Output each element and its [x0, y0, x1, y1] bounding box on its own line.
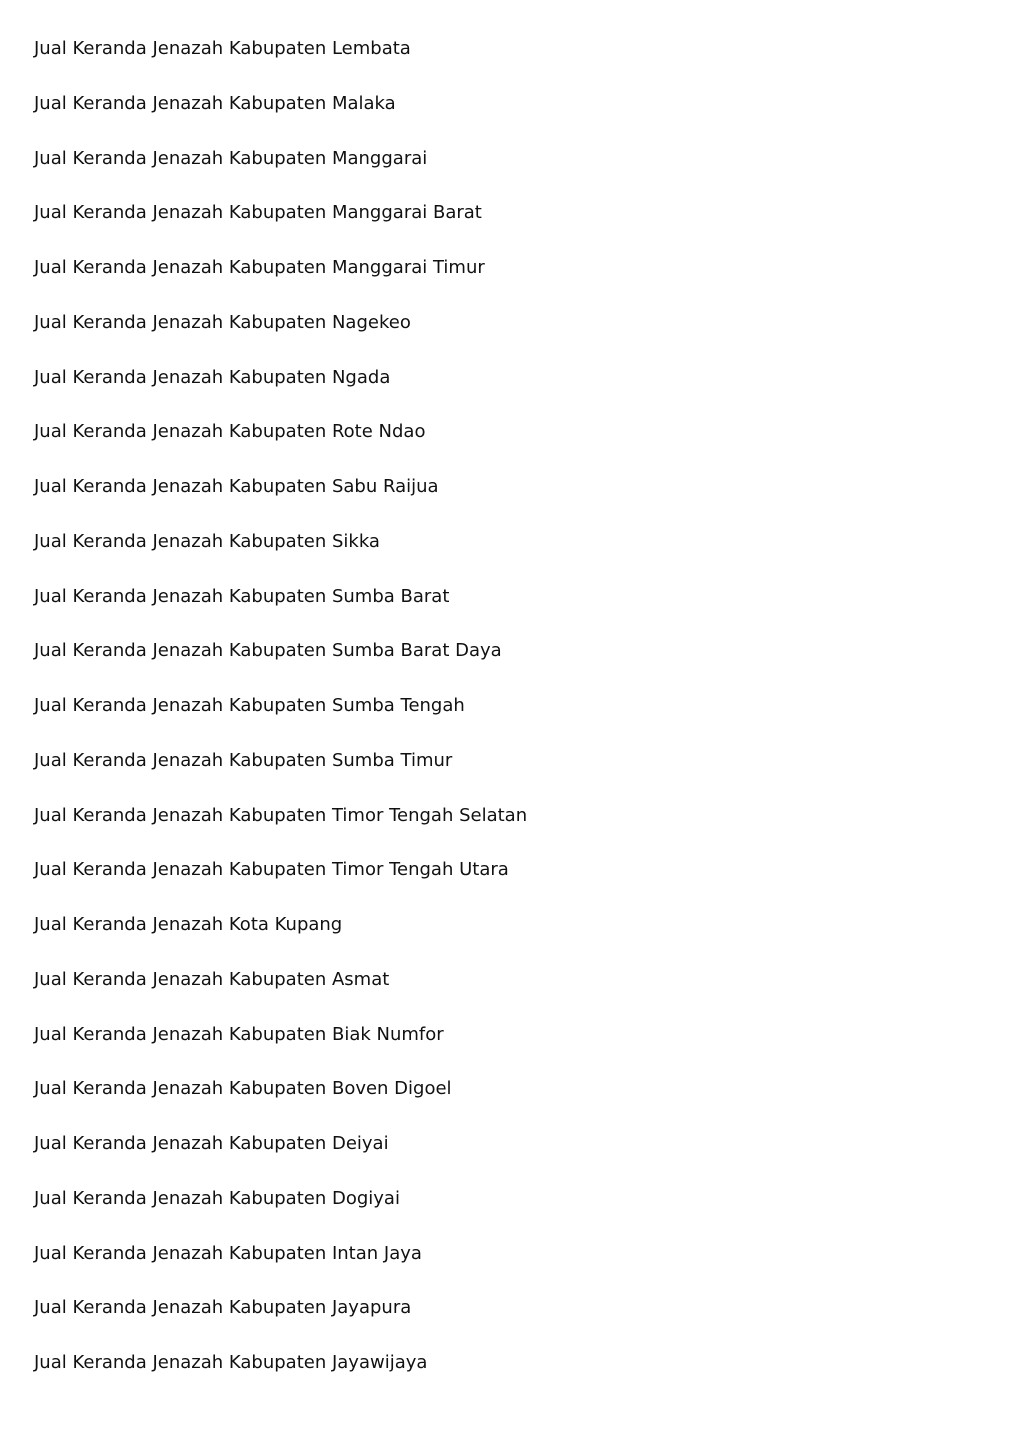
list-item-label[interactable]: Jual Keranda Jenazah Kabupaten Sumba Barat — [34, 585, 450, 607]
list-item[interactable] — [34, 1131, 527, 1186]
list-item-label[interactable]: Jual Keranda Jenazah Kabupaten Manggarai — [34, 147, 428, 169]
list-item-label[interactable]: Jual Keranda Jenazah Kabupaten Sumba Tengah — [34, 695, 465, 716]
list-item[interactable] — [34, 1295, 527, 1350]
list-item[interactable] — [34, 419, 527, 474]
list-item[interactable] — [34, 146, 527, 201]
list-item-label[interactable]: Jual Keranda Jenazah Kabupaten Ngada — [34, 366, 391, 388]
list-item-label[interactable]: Jual Keranda Jenazah Kabupaten Jayapura — [34, 1297, 412, 1319]
list-item-label[interactable]: Jual Keranda Jenazah Kabupaten Nagekeo — [34, 311, 411, 333]
list-item-label[interactable]: Jual Keranda Jenazah Kabupaten Manggarai Timur — [34, 257, 485, 278]
list-item-label[interactable]: Jual Keranda Jenazah Kabupaten Asmat — [34, 968, 390, 990]
list-item-label[interactable]: Jual Keranda Jenazah Kabupaten Jayawijaya — [34, 1352, 428, 1373]
list-item-label[interactable]: Jual Keranda Jenazah Kabupaten Intan Jaya — [34, 1242, 422, 1264]
list-item[interactable] — [34, 912, 527, 967]
list-item[interactable] — [34, 529, 527, 584]
list-item[interactable] — [34, 967, 527, 1022]
list-item-label[interactable]: Jual Keranda Jenazah Kabupaten Rote Ndao — [34, 421, 426, 443]
list-item[interactable] — [34, 584, 527, 639]
list-item[interactable] — [34, 200, 527, 255]
list-item-label[interactable]: Jual Keranda Jenazah Kabupaten Sumba Barat Daya — [34, 640, 502, 662]
list-item[interactable] — [34, 803, 527, 858]
list-item[interactable] — [34, 1186, 527, 1241]
list-item[interactable] — [34, 1350, 527, 1405]
list-item-label[interactable]: Jual Keranda Jenazah Kabupaten Dogiyai — [34, 1187, 400, 1209]
list-item[interactable] — [34, 310, 527, 365]
list-item-label[interactable]: Jual Keranda Jenazah Kabupaten Sumba Timur — [34, 749, 453, 771]
list-item-label[interactable]: Jual Keranda Jenazah Kabupaten Manggarai Barat — [34, 202, 482, 224]
list-item[interactable] — [34, 693, 527, 748]
list-item[interactable] — [34, 36, 527, 91]
list-item-label[interactable]: Jual Keranda Jenazah Kabupaten Sikka — [34, 530, 380, 552]
link-list — [34, 36, 527, 1405]
list-item[interactable] — [34, 1241, 527, 1296]
list-item[interactable] — [34, 365, 527, 420]
list-item[interactable] — [34, 638, 527, 693]
list-item[interactable] — [34, 857, 527, 912]
list-item[interactable] — [34, 1076, 527, 1131]
list-item-label[interactable]: Jual Keranda Jenazah Kabupaten Timor Tengah Selatan — [34, 804, 528, 826]
list-item-label[interactable]: Jual Keranda Jenazah Kabupaten Malaka — [34, 92, 396, 114]
list-item-label[interactable]: Jual Keranda Jenazah Kabupaten Lembata — [34, 38, 411, 59]
list-item[interactable] — [34, 91, 527, 146]
list-item[interactable] — [34, 255, 527, 310]
list-item-label[interactable]: Jual Keranda Jenazah Kabupaten Boven Digoel — [34, 1078, 452, 1100]
list-item[interactable] — [34, 474, 527, 529]
list-item-label[interactable]: Jual Keranda Jenazah Kabupaten Sabu Raijua — [34, 476, 439, 497]
list-item-label[interactable]: Jual Keranda Jenazah Kota Kupang — [34, 914, 343, 935]
list-item[interactable] — [34, 1022, 527, 1077]
list-item-label[interactable]: Jual Keranda Jenazah Kabupaten Biak Numfor — [34, 1023, 444, 1045]
list-item-label[interactable]: Jual Keranda Jenazah Kabupaten Timor Tengah Utara — [34, 859, 509, 881]
list-item-label[interactable]: Jual Keranda Jenazah Kabupaten Deiyai — [34, 1133, 389, 1154]
list-item[interactable] — [34, 748, 527, 803]
